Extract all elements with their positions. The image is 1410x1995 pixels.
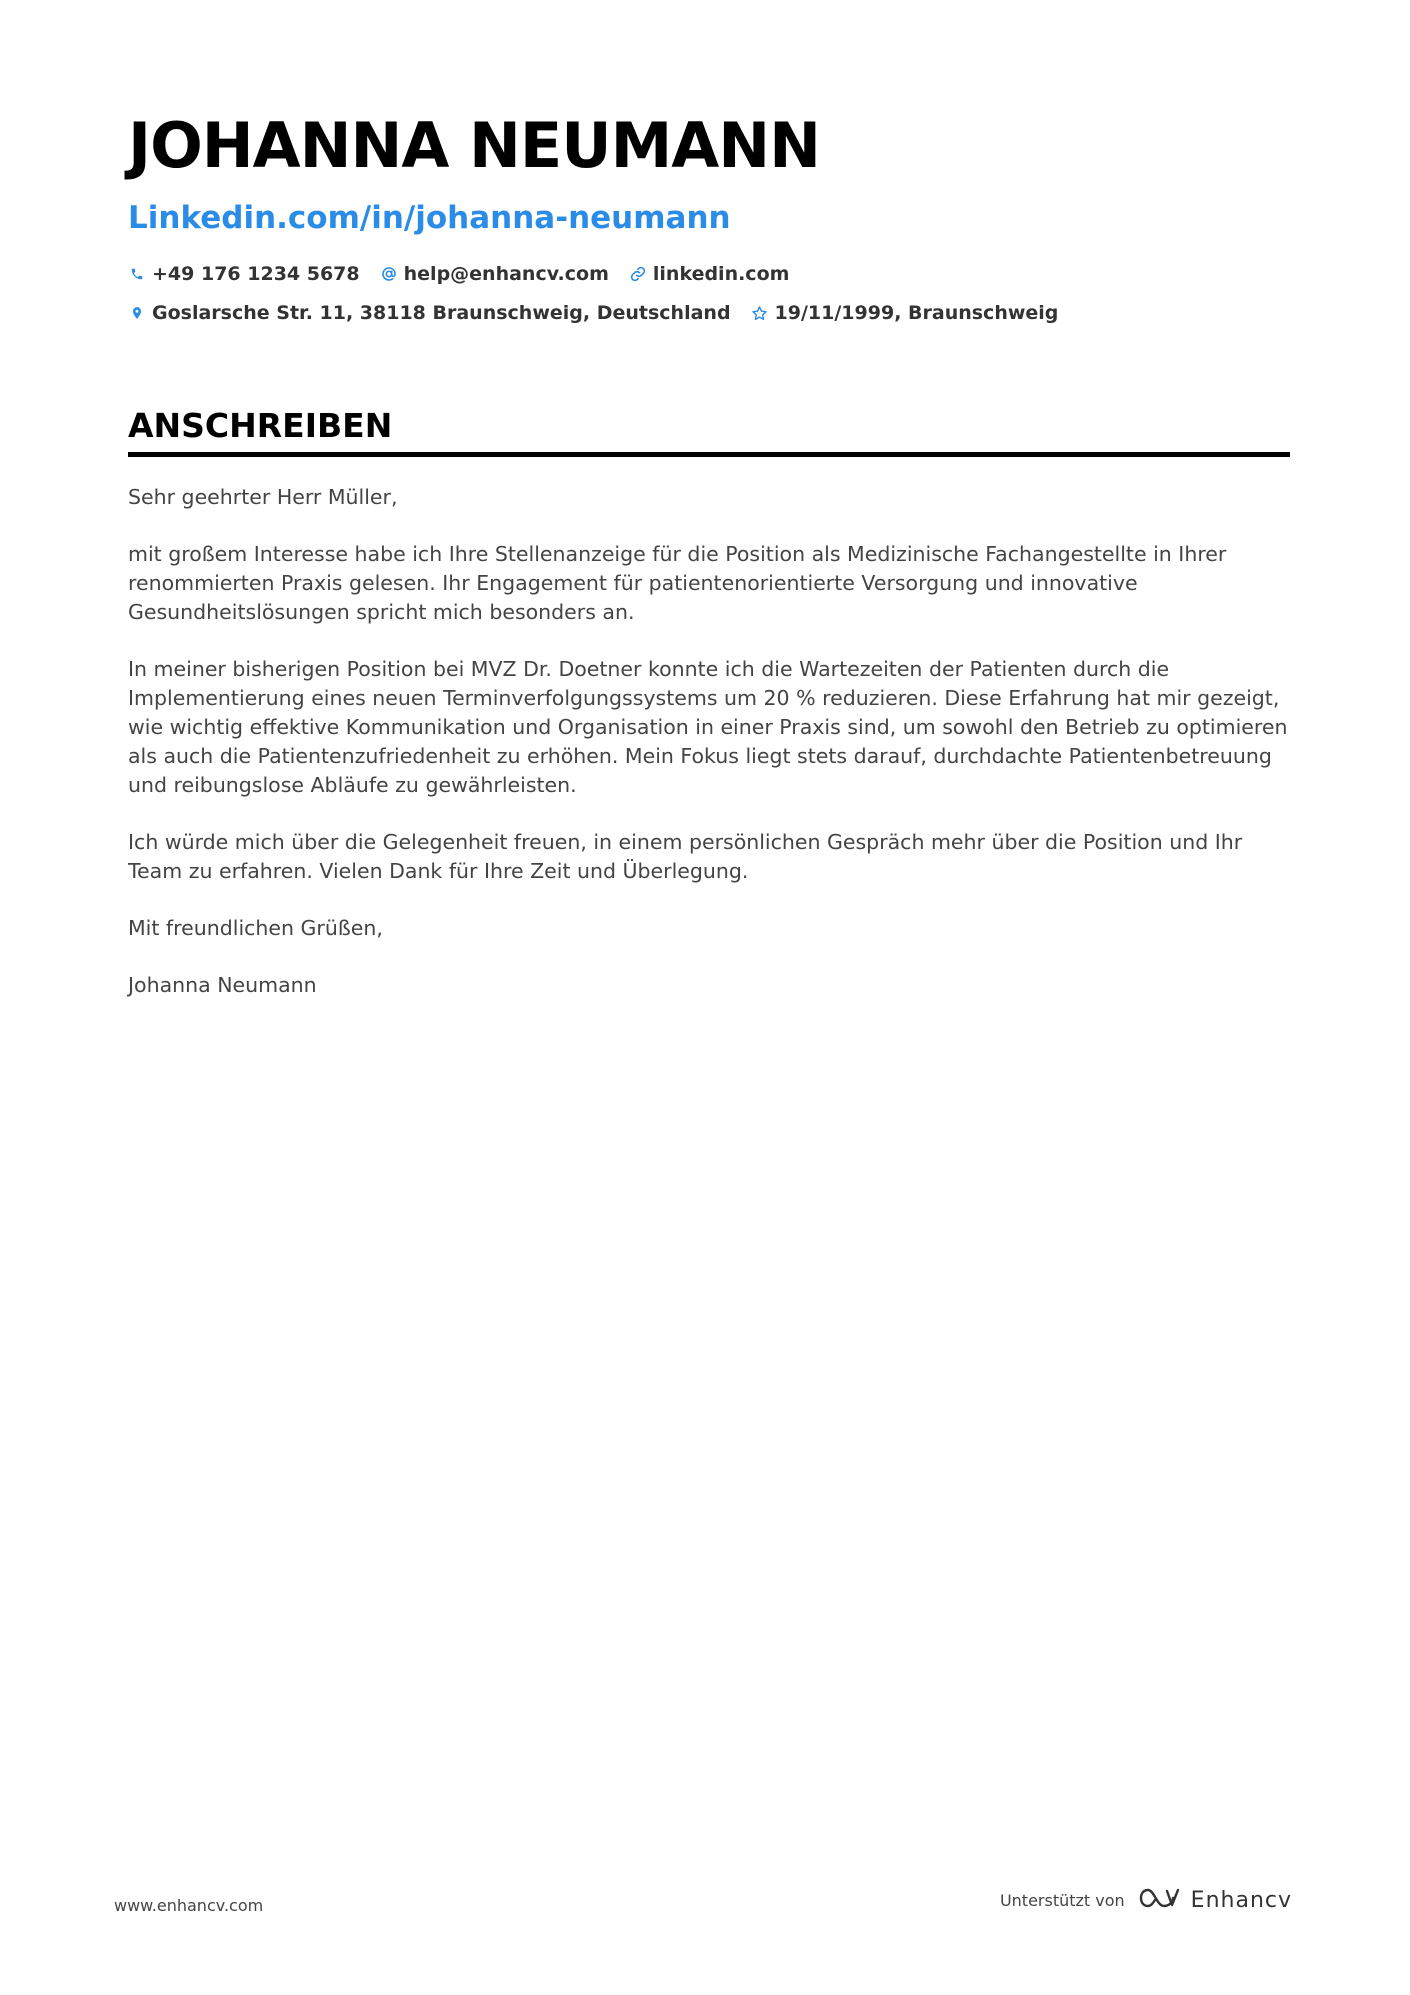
applicant-name: JOHANNA NEUMANN <box>128 109 821 182</box>
letter-paragraph: mit großem Interesse habe ich Ihre Stellenanzeige für die Position als Medizinische Fachangestellte in Ihrer renommierten Praxis gelesen. Ihr Engagement für patientenorientierte Versorgung und innovative Gesundheitslösungen spricht mich besonders an. <box>128 542 1227 624</box>
header <box>128 108 1288 338</box>
enhancv-logo-icon <box>1137 1886 1181 1914</box>
linkedin-text: linkedin.com <box>652 263 790 285</box>
location-pin-icon <box>128 304 146 322</box>
phone-text: +49 176 1234 5678 <box>152 263 360 285</box>
phone-icon <box>128 265 146 283</box>
enhancv-brand-name: Enhancv <box>1190 1887 1292 1913</box>
email-contact[interactable] <box>380 263 609 285</box>
cover-letter-section <box>128 404 1290 1028</box>
birth-text: 19/11/1999, Braunschweig <box>774 302 1059 324</box>
letter-body <box>128 483 1290 1000</box>
letter-closing: Mit freundlichen Grüßen, <box>128 916 383 940</box>
linkedin-contact[interactable] <box>629 263 790 285</box>
phone-contact[interactable] <box>128 263 360 285</box>
powered-by-text: Unterstützt von <box>999 1890 1125 1910</box>
letter-salutation: Sehr geehrter Herr Müller, <box>128 485 398 509</box>
letter-signature: Johanna Neumann <box>128 973 317 997</box>
contact-row-1 <box>128 260 1288 288</box>
link-icon <box>629 265 647 283</box>
enhancv-logo[interactable] <box>1137 1886 1292 1914</box>
contact-info <box>128 260 1288 327</box>
address-contact <box>128 302 731 324</box>
section-title: ANSCHREIBEN <box>128 406 393 445</box>
letter-paragraph: In meiner bisherigen Position bei MVZ Dr. Doetner konnte ich die Wartezeiten der Patienten durch die Implementierung eines neuen Terminverfolgungssystems um 20 % reduzieren. Diese Erfahrung hat mir gezeigt, wie wichtig effektive Kommunikation und Organisation in einer Praxis sind, um sowohl den Betrieb zu optimieren als auch die Patientenzufriedenheit zu erhöhen. Mein Fokus liegt stets darauf, durchdachte Patientenbetreuung und reibungslose Abläufe zu gewährleisten. <box>128 657 1288 797</box>
footer-website[interactable]: www.enhancv.com <box>114 1896 264 1915</box>
headline-link[interactable]: Linkedin.com/in/johanna-neumann <box>128 200 731 236</box>
email-text: help@enhancv.com <box>403 263 609 285</box>
at-icon <box>380 265 398 283</box>
address-text: Goslarsche Str. 11, 38118 Braunschweig, Deutschland <box>152 302 731 324</box>
letter-paragraph: Ich würde mich über die Gelegenheit freuen, in einem persönlichen Gespräch mehr über die Position und Ihr Team zu erfahren. Vielen Dank für Ihre Zeit und Überlegung. <box>128 830 1243 883</box>
star-icon <box>751 304 769 322</box>
contact-row-2 <box>128 299 1288 327</box>
section-divider <box>128 452 1290 457</box>
birth-contact <box>751 302 1059 324</box>
footer-powered-by <box>1000 1886 1292 1914</box>
